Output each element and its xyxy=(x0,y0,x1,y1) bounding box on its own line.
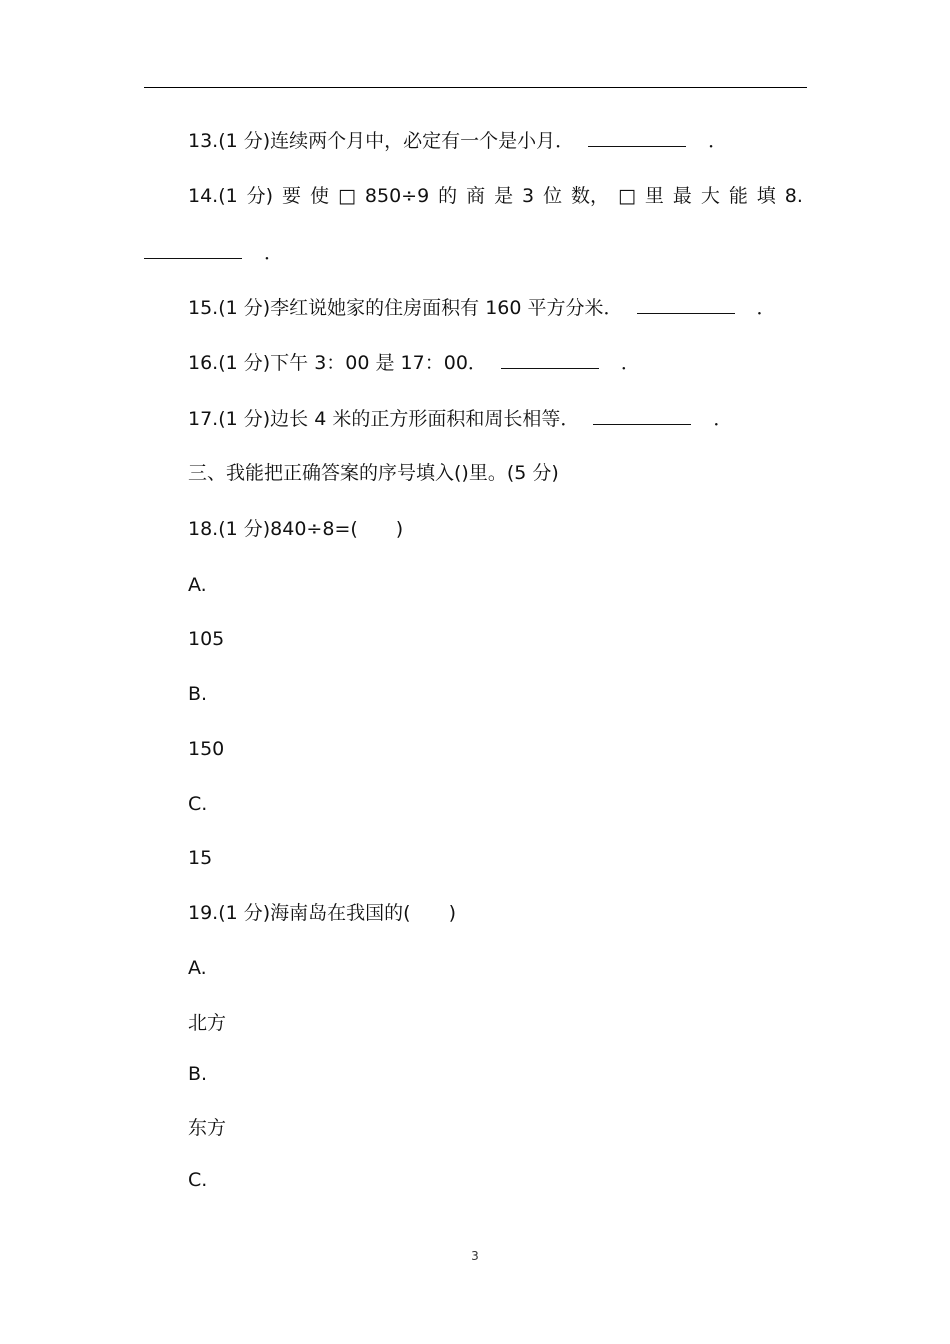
question-18-stem: 18.(1 分)840÷8=( ) xyxy=(188,518,404,540)
question-14-part: 850÷9 xyxy=(364,185,430,207)
answer-blank-16[interactable] xyxy=(501,350,599,369)
question-14 xyxy=(188,184,803,208)
answer-blank-14[interactable] xyxy=(144,240,242,259)
page-number: 3 xyxy=(471,1249,479,1263)
question-14-box-symbol: □ xyxy=(337,185,356,207)
question-18-option-c-value: 15 xyxy=(188,847,213,869)
question-19-option-b-value: 东方 xyxy=(188,1117,227,1139)
answer-blank-17[interactable] xyxy=(593,406,691,425)
question-18-option-a-label[interactable]: A. xyxy=(188,574,207,596)
question-19-option-c-label[interactable]: C. xyxy=(188,1169,208,1191)
question-18-option-a-value: 105 xyxy=(188,628,225,650)
question-18-option-c-label[interactable]: C. xyxy=(188,793,208,815)
header-rule xyxy=(144,87,807,88)
question-19-option-a-label[interactable]: A. xyxy=(188,957,207,979)
answer-blank-15[interactable] xyxy=(637,295,735,314)
question-14-part: 使 xyxy=(310,185,330,207)
question-16-end: ． xyxy=(620,352,640,374)
question-17 xyxy=(188,406,732,431)
question-14-part: 最 xyxy=(672,185,692,207)
question-14-part: 的 xyxy=(438,185,458,207)
question-15 xyxy=(188,295,776,320)
question-13 xyxy=(188,128,727,153)
question-14-part: 商 xyxy=(466,185,486,207)
question-14-part: 大 xyxy=(700,185,720,207)
question-14-part: 14.(1 xyxy=(188,185,238,207)
question-17-end: ． xyxy=(713,408,733,430)
question-14-part: 能 xyxy=(728,185,748,207)
question-17-text: 17.(1 分)边长 4 米的正方形面积和周长相等． xyxy=(188,408,580,430)
question-14-part: 填 xyxy=(756,185,776,207)
answer-blank-13[interactable] xyxy=(588,128,686,147)
question-13-end: ． xyxy=(708,130,728,152)
section-3-title: 三、我能把正确答案的序号填入()里。(5 分) xyxy=(188,462,559,484)
question-19-stem: 19.(1 分)海南岛在我国的( ) xyxy=(188,902,456,924)
question-19-option-a-value: 北方 xyxy=(188,1012,227,1034)
question-14-answer-line xyxy=(144,240,283,265)
question-18-option-b-label[interactable]: B. xyxy=(188,683,208,705)
question-14-part: 数， xyxy=(571,185,610,207)
question-14-part: 分) xyxy=(246,185,274,207)
question-14-part: 是 xyxy=(494,185,514,207)
question-14-part: 8. xyxy=(784,185,803,207)
question-13-text: 13.(1 分)连续两个月中，必定有一个是小月． xyxy=(188,130,575,152)
question-14-part: 里 xyxy=(644,185,664,207)
question-15-text: 15.(1 分)李红说她家的住房面积有 160 平方分米． xyxy=(188,297,623,319)
question-14-box-symbol: □ xyxy=(618,185,636,207)
question-19-option-b-label[interactable]: B. xyxy=(188,1063,208,1085)
question-14-end: ． xyxy=(264,242,284,264)
question-16-text: 16.(1 分)下午 3：00 是 17：00． xyxy=(188,352,487,374)
question-14-part: 3 xyxy=(522,185,535,207)
question-14-part: 要 xyxy=(282,185,302,207)
question-18-option-b-value: 150 xyxy=(188,738,225,760)
question-14-part: 位 xyxy=(543,185,563,207)
question-15-end: ． xyxy=(756,297,776,319)
question-16 xyxy=(188,350,640,375)
